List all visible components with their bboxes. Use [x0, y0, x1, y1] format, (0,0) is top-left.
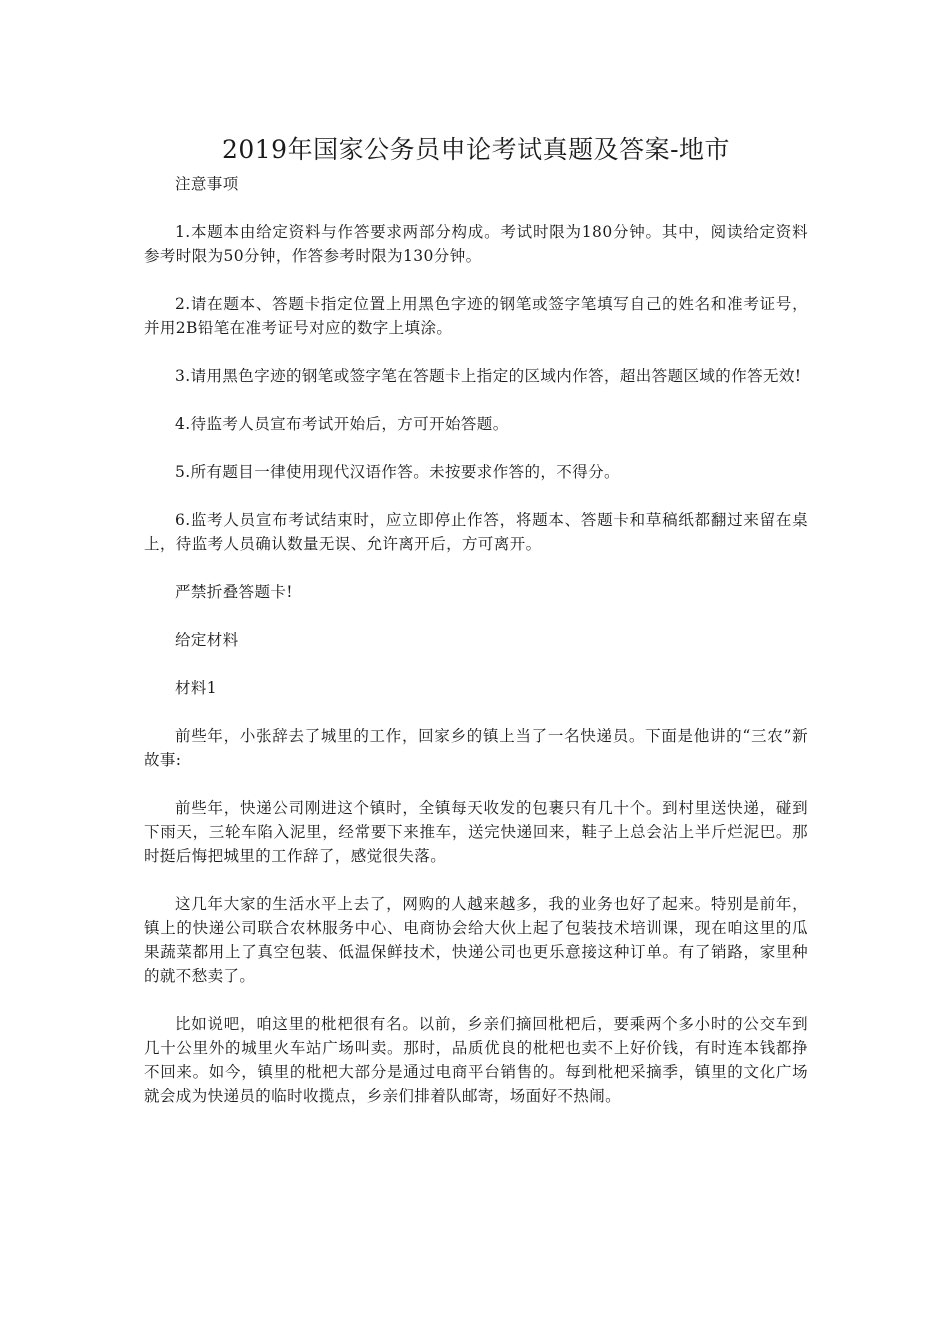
notice-heading: 注意事项: [175, 175, 239, 193]
notice-item: 2.请在题本、答题卡指定位置上用黑色字迹的钢笔或签字笔填写自己的姓名和准考证号，并用2B铅笔在准考证号对应的数字上填涂。: [144, 295, 808, 337]
material-paragraph: 这几年大家的生活水平上去了，网购的人越来越多，我的业务也好了起来。特别是前年，镇上的快递公司联合农林服务中心、电商协会给大伙上起了包装技术培训课，现在咱这里的瓜果蔬菜都用上了真空包装、低温保鲜技术，快递公司也更乐意接这种订单。有了销路，家里种的就不愁卖了。: [144, 895, 808, 985]
notice-item: 1.本题本由给定资料与作答要求两部分构成。考试时限为180分钟。其中，阅读给定资料参考时限为50分钟，作答参考时限为130分钟。: [144, 223, 808, 265]
material-1-heading: 材料1: [175, 679, 218, 697]
document-body: [144, 132, 808, 1108]
notice-item: 6.监考人员宣布考试结束时，应立即停止作答，将题本、答题卡和草稿纸都翻过来留在桌上，待监考人员确认数量无误、允许离开后，方可离开。: [144, 511, 808, 553]
document-title: 2019年国家公务员申论考试真题及答案-地市: [221, 135, 731, 164]
warning-text: 严禁折叠答题卡!: [175, 583, 293, 601]
material-paragraph: 前些年，小张辞去了城里的工作，回家乡的镇上当了一名快递员。下面是他讲的“三农”新故事:: [144, 727, 808, 769]
material-paragraph: 前些年，快递公司刚进这个镇时，全镇每天收发的包裹只有几十个。到村里送快递，碰到下雨天，三轮车陷入泥里，经常要下来推车，送完快递回来，鞋子上总会沾上半斤烂泥巴。那时挺后悔把城里的工作辞了，感觉很失落。: [144, 799, 808, 865]
notice-item: 5.所有题目一律使用现代汉语作答。未按要求作答的，不得分。: [175, 463, 620, 481]
notice-item: 4.待监考人员宣布考试开始后，方可开始答题。: [175, 415, 509, 433]
materials-heading: 给定材料: [175, 631, 239, 649]
notice-item: 3.请用黑色字迹的钢笔或签字笔在答题卡上指定的区域内作答，超出答题区域的作答无效!: [175, 367, 802, 385]
material-paragraph: 比如说吧，咱这里的枇杷很有名。以前，乡亲们摘回枇杷后，要乘两个多小时的公交车到几十公里外的城里火车站广场叫卖。那时，品质优良的枇杷也卖不上好价钱，有时连本钱都挣不回来。如今，镇里的枇杷大部分是通过电商平台销售的。每到枇杷采摘季，镇里的文化广场就会成为快递员的临时收揽点，乡亲们排着队邮寄，场面好不热闹。: [144, 1015, 808, 1105]
